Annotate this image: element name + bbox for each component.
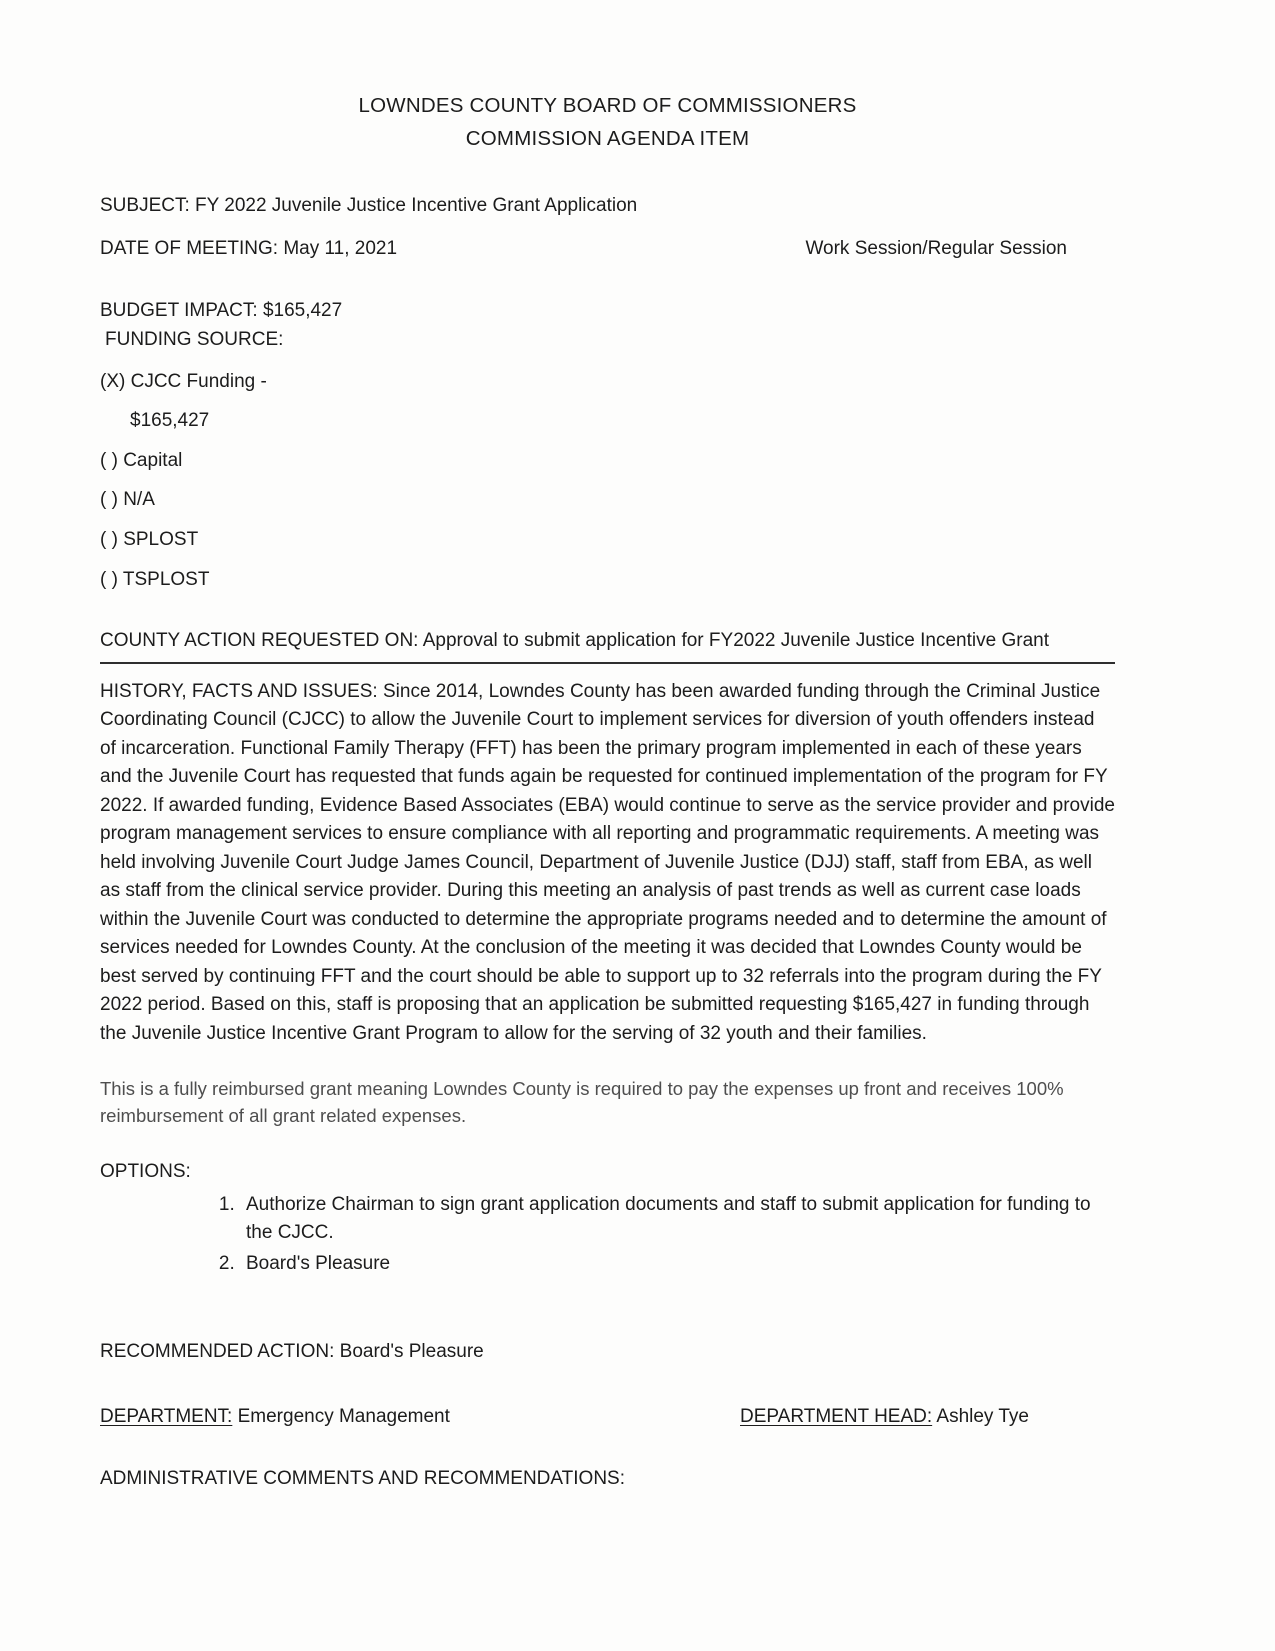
reimbursement-note: This is a fully reimbursed grant meaning Lowndes County is required to pay the expenses up front and receives 100% reimbursement of all grant related expenses. — [100, 1078, 1064, 1126]
title-line-1: LOWNDES COUNTY BOARD OF COMMISSIONERS — [358, 94, 857, 117]
funding-option-cjcc-amount: $165,427 — [130, 410, 210, 432]
recommended-action-label: RECOMMENDED ACTION: — [100, 1340, 335, 1362]
date-value: May 11, 2021 — [283, 238, 398, 260]
option-item-1: 1. Authorize Chairman to sign grant application documents and staff to submit application for funding to the CJCC. — [240, 1191, 1106, 1246]
options-label: OPTIONS: — [100, 1160, 191, 1182]
department-head-label: DEPARTMENT HEAD: — [740, 1406, 933, 1428]
funding-source-list — [100, 368, 1115, 593]
funding-option-capital: ( ) Capital — [100, 449, 183, 471]
department-head-line — [740, 1403, 1029, 1431]
subject-label: SUBJECT: — [100, 194, 190, 216]
document-title — [100, 90, 1115, 156]
budget-impact-line — [100, 297, 1115, 325]
date-line — [100, 235, 397, 263]
county-action-value: Approval to submit application for FY2022 Juvenile Justice Incentive Grant — [422, 630, 1049, 652]
history-paragraph — [100, 678, 1115, 1049]
title-line-2: COMMISSION AGENDA ITEM — [465, 126, 750, 150]
budget-label: BUDGET IMPACT: — [100, 299, 258, 321]
history-label: HISTORY, FACTS AND ISSUES: — [100, 680, 378, 702]
date-label: DATE OF MEETING: — [100, 238, 279, 260]
recommended-action-line — [100, 1338, 1115, 1366]
department-row — [100, 1403, 1115, 1431]
history-body: Since 2014, Lowndes County has been awarded funding through the Criminal Justice Coordinating Council (CJCC) to allow the Juvenile Court to implement services for diversion of youth offenders instead of incarceration. Functional Family Therapy (FFT) has been the primary program implemented in each of these years and the Juvenile Court has requested that funds again be requested for continued implementation of the program for FY 2022. If awarded funding, Evidence Based Associates (EBA) would continue to serve as the service provider and provide program management services to ensure compliance with all reporting and programmatic requirements. A meeting was held involving Juvenile Court Judge James Council, Department of Juvenile Justice (DJJ) staff, staff from EBA, as well as staff from the clinical service provider. During this meeting an analysis of past trends as well as current case loads within the Juvenile Court was conducted to determine the appropriate programs needed and to determine the amount of services needed for Lowndes County. At the conclusion of the meeting it was decided that Lowndes County would be best served by continuing FFT and the court should be able to support up to 32 referrals into the program during the FY 2022 period. Based on this, staff is proposing that an application be submitted requesting $165,427 in funding through the Juvenile Justice Incentive Grant Program to allow for the serving of 32 youth and their families. — [100, 680, 1115, 1044]
funding-option-tsplost: ( ) TSPLOST — [100, 568, 210, 590]
subject-value: FY 2022 Juvenile Justice Incentive Grant Application — [195, 194, 638, 216]
department-value: Emergency Management — [237, 1406, 450, 1428]
admin-comments-label: ADMINISTRATIVE COMMENTS AND RECOMMENDATIONS: — [100, 1468, 625, 1490]
funding-source-label: FUNDING SOURCE: — [105, 329, 284, 351]
county-action-label: COUNTY ACTION REQUESTED ON: — [100, 630, 419, 652]
options-list — [212, 1191, 1115, 1278]
funding-option-na: ( ) N/A — [100, 489, 155, 511]
department-label: DEPARTMENT: — [100, 1406, 233, 1428]
budget-value: $165,427 — [262, 299, 343, 321]
county-action-line — [100, 627, 1115, 664]
funding-option-cjcc: (X) CJCC Funding - — [100, 370, 267, 392]
department-head-value: Ashley Tye — [936, 1406, 1029, 1428]
funding-option-splost: ( ) SPLOST — [100, 528, 199, 550]
date-session-row — [100, 235, 1115, 263]
department-line — [100, 1403, 740, 1431]
subject-line — [100, 192, 1115, 220]
session-type: Work Session/Regular Session — [805, 238, 1067, 260]
recommended-action-value: Board's Pleasure — [339, 1340, 484, 1362]
option-item-2: 2. Board's Pleasure — [240, 1250, 1106, 1278]
